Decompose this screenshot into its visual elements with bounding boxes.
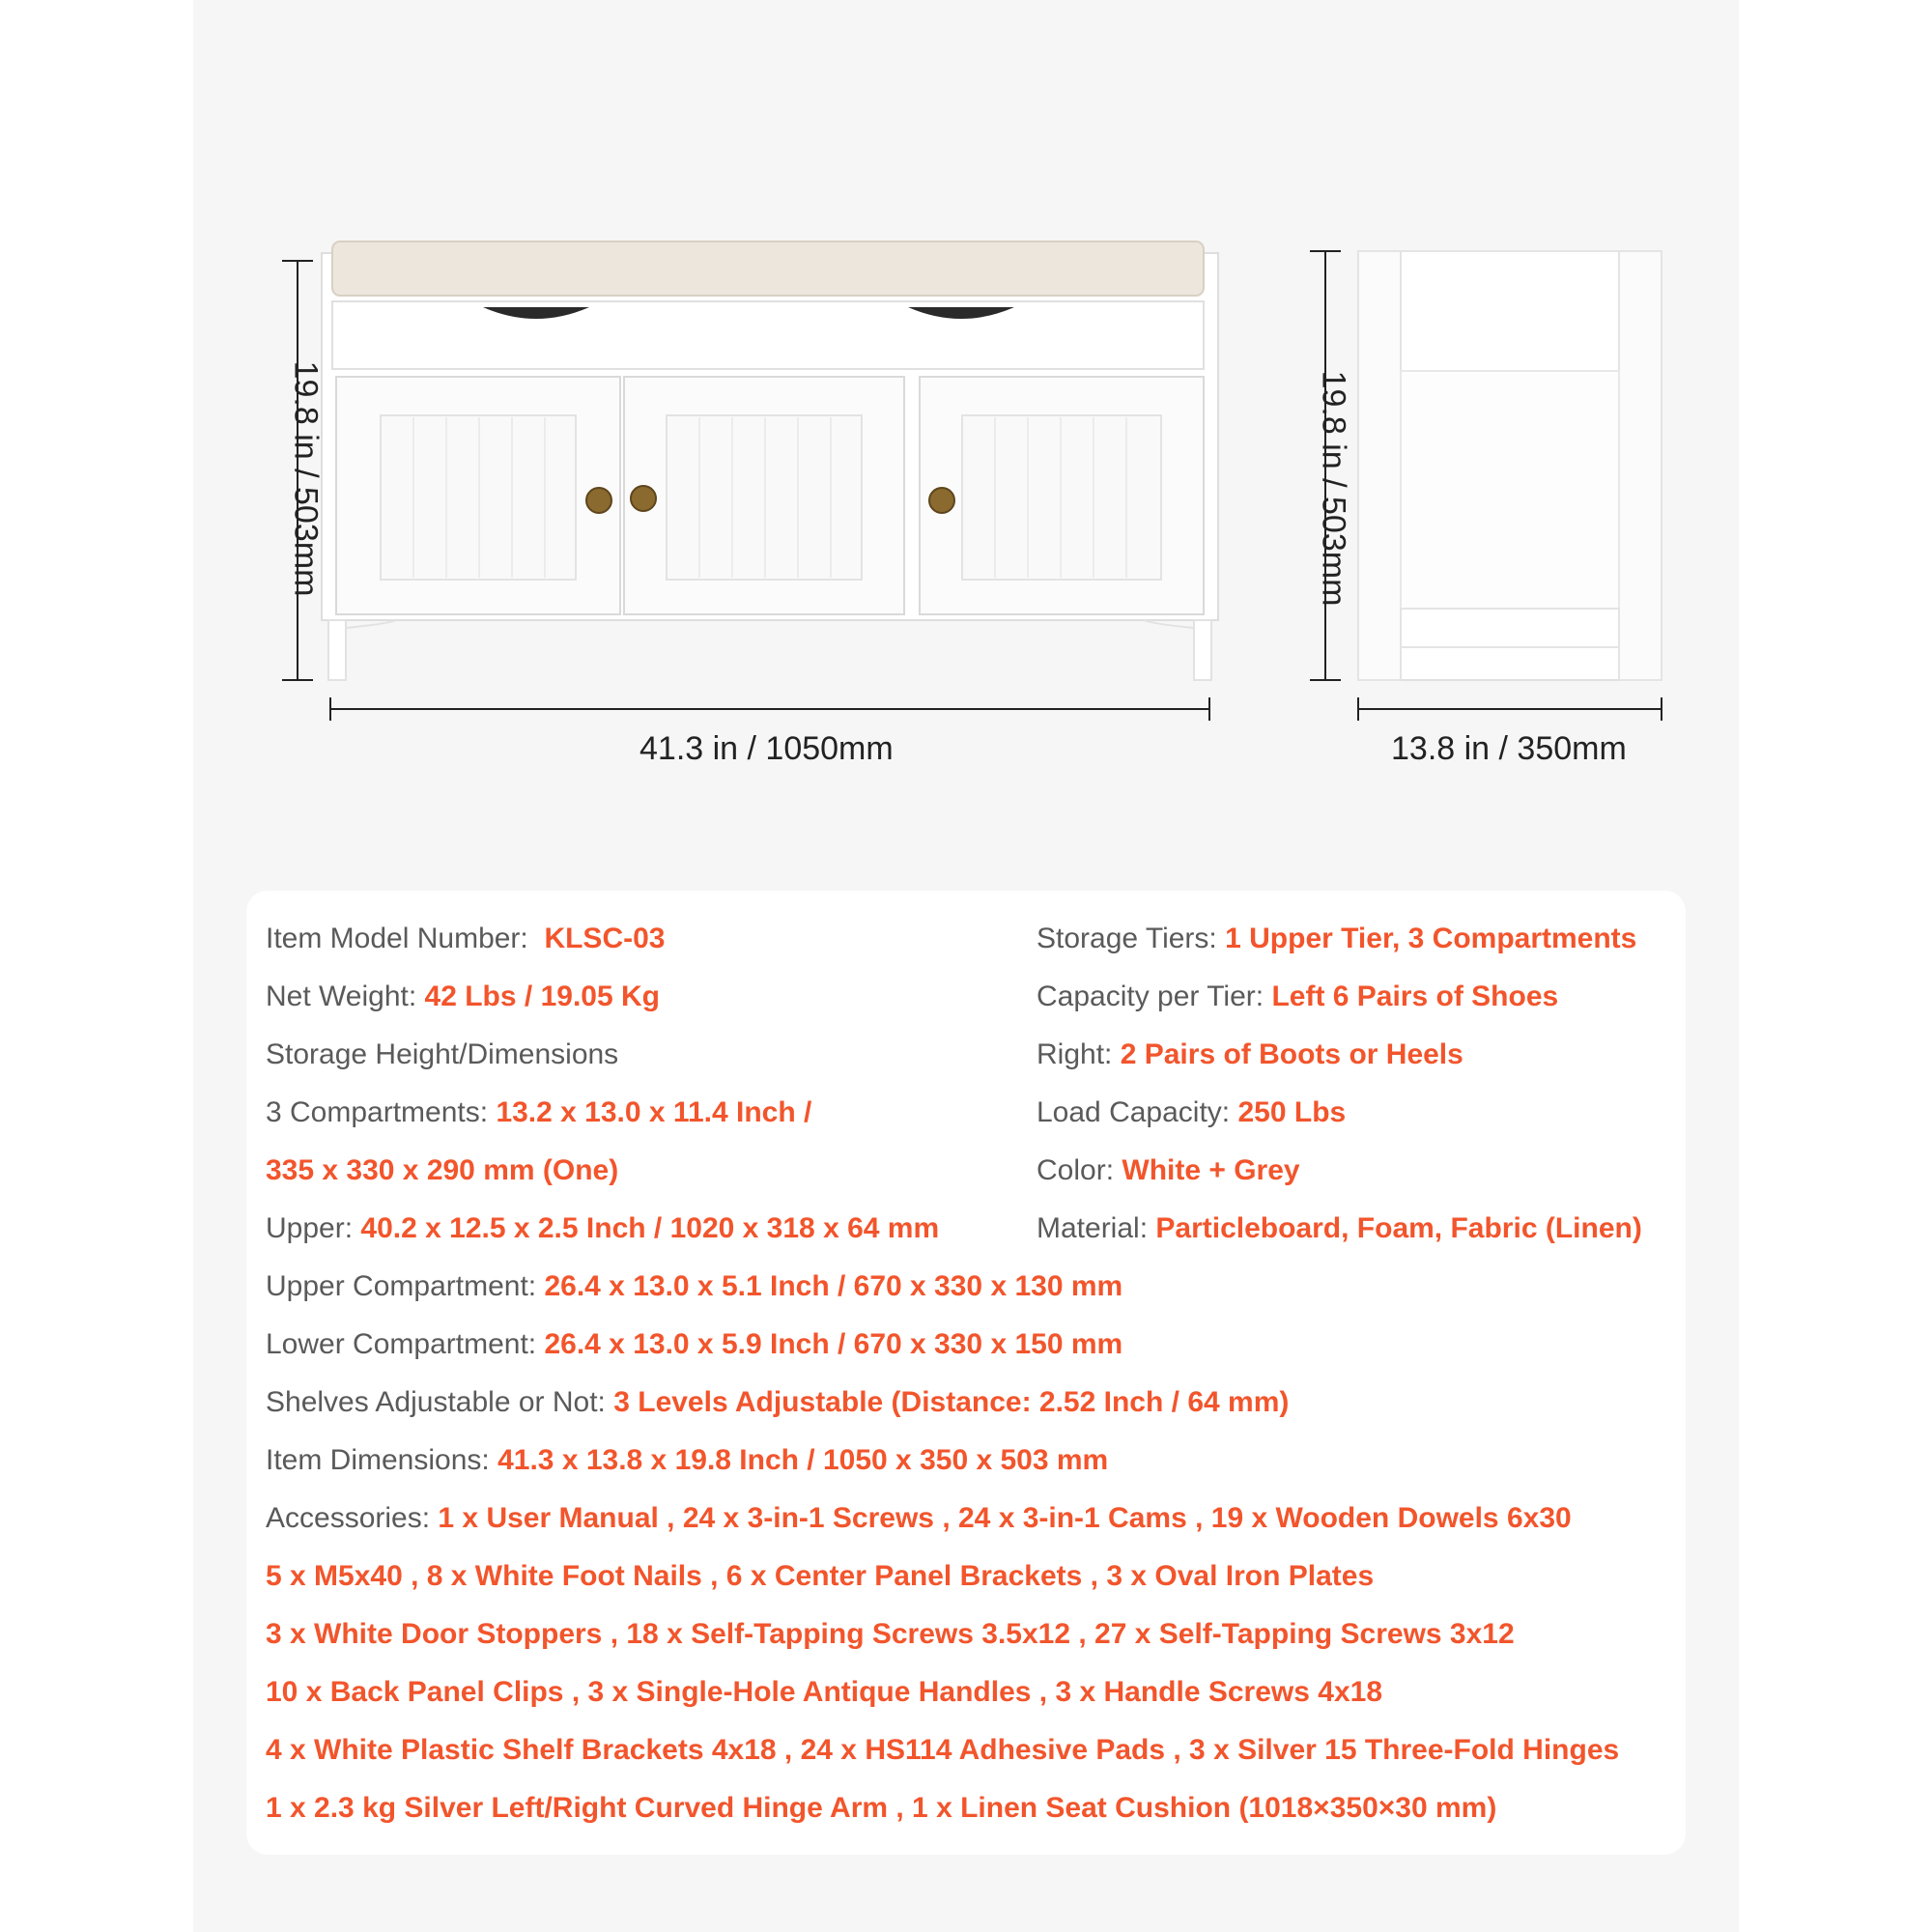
spec-accessories-line — [266, 1615, 1515, 1654]
door-knob — [929, 488, 954, 513]
spec-value: 4 x White Plastic Shelf Brackets 4x18 , 24 x HS114 Adhesive Pads , 3 x Silver 15 Three-Fold Hinges — [266, 1734, 1620, 1766]
bench-diagram — [193, 0, 1739, 850]
spec-label: Item Model Number: — [266, 923, 528, 954]
spec-accessories-line — [266, 1731, 1619, 1770]
spec-value: 42 Lbs / 19.05 Kg — [424, 980, 660, 1012]
spec-value: Particleboard, Foam, Fabric (Linen) — [1155, 1212, 1642, 1244]
spec-accessories — [266, 1499, 1572, 1538]
spec-value: 10 x Back Panel Clips , 3 x Single-Hole Antique Handles , 3 x Handle Screws 4x18 — [266, 1676, 1383, 1708]
spec-material — [1037, 1209, 1642, 1248]
spec-compartments-metric — [266, 1151, 618, 1190]
spec-shelves — [266, 1383, 1289, 1422]
front-width-label: 41.3 in / 1050mm — [639, 730, 894, 767]
spec-value: 40.2 x 12.5 x 2.5 Inch / 1020 x 318 x 64 mm — [360, 1212, 940, 1244]
spec-value: 250 Lbs — [1237, 1096, 1347, 1128]
spec-value: 2 Pairs of Boots or Heels — [1120, 1038, 1463, 1070]
spec-load — [1037, 1094, 1346, 1132]
spec-value: 26.4 x 13.0 x 5.1 Inch / 670 x 330 x 130 mm — [544, 1270, 1123, 1302]
spec-value: 1 x 2.3 kg Silver Left/Right Curved Hinge Arm , 1 x Linen Seat Cushion (1018×350×30 mm) — [266, 1792, 1497, 1824]
spec-label: Shelves Adjustable or Not: — [266, 1386, 606, 1418]
door-knob — [631, 486, 656, 511]
dimension-drawings — [193, 0, 1739, 850]
spec-value: 41.3 x 13.8 x 19.8 Inch / 1050 x 350 x 503 mm — [497, 1444, 1109, 1476]
spec-value: 3 Levels Adjustable (Distance: 2.52 Inch / 64 mm) — [613, 1386, 1290, 1418]
spec-value: 5 x M5x40 , 8 x White Foot Nails , 6 x Center Panel Brackets , 3 x Oval Iron Plates — [266, 1560, 1375, 1592]
spec-card — [246, 891, 1686, 1855]
spec-capacity-right — [1037, 1036, 1463, 1074]
spec-accessories-line — [266, 1789, 1496, 1828]
spec-value: 1 x User Manual , 24 x 3-in-1 Screws , 24 x 3-in-1 Cams , 19 x Wooden Dowels 6x30 — [438, 1502, 1572, 1534]
spec-label: 3 Compartments: — [266, 1096, 489, 1128]
spec-item-dimensions — [266, 1441, 1108, 1480]
spec-label: Item Dimensions: — [266, 1444, 490, 1476]
spec-value: 26.4 x 13.0 x 5.9 Inch / 670 x 330 x 150 mm — [544, 1328, 1123, 1360]
product-infographic — [193, 0, 1739, 1932]
front-height-label: 19.8 in / 503mm — [287, 360, 325, 597]
spec-compartments — [266, 1094, 811, 1132]
spec-label: Load Capacity: — [1037, 1096, 1231, 1128]
spec-label: Right: — [1037, 1038, 1113, 1070]
cabinet-doors — [336, 377, 1204, 614]
spec-value: 3 x White Door Stoppers , 18 x Self-Tapping Screws 3.5x12 , 27 x Self-Tapping Screws 3x12 — [266, 1618, 1515, 1650]
spec-value: 1 Upper Tier, 3 Compartments — [1225, 923, 1637, 954]
spec-label: Storage Height/Dimensions — [266, 1038, 619, 1070]
spec-storage-heading — [266, 1036, 618, 1074]
spec-lower-compartment — [266, 1325, 1122, 1364]
spec-capacity-left — [1037, 978, 1558, 1016]
spec-weight — [266, 978, 660, 1016]
spec-label: Color: — [1037, 1154, 1115, 1186]
spec-upper — [266, 1209, 939, 1248]
spec-value: KLSC-03 — [544, 923, 666, 954]
spec-label: Lower Compartment: — [266, 1328, 537, 1360]
spec-accessories-line — [266, 1673, 1382, 1712]
spec-label: Upper: — [266, 1212, 354, 1244]
side-height-label: 19.8 in / 503mm — [1315, 370, 1352, 607]
spec-upper-compartment — [266, 1267, 1122, 1306]
front-view — [282, 242, 1218, 721]
spec-storage-tiers — [1037, 920, 1636, 958]
spec-label: Capacity per Tier: — [1037, 980, 1264, 1012]
side-view — [1310, 251, 1662, 721]
seat-cushion — [332, 242, 1204, 296]
spec-label: Storage Tiers: — [1037, 923, 1217, 954]
spec-label: Net Weight: — [266, 980, 417, 1012]
spec-value: 13.2 x 13.0 x 11.4 Inch / — [496, 1096, 812, 1128]
spec-value: White + Grey — [1122, 1154, 1300, 1186]
door-knob — [586, 488, 611, 513]
spec-model — [266, 920, 665, 958]
spec-label: Accessories: — [266, 1502, 431, 1534]
side-depth-label: 13.8 in / 350mm — [1391, 730, 1627, 767]
spec-label: Upper Compartment: — [266, 1270, 537, 1302]
spec-color — [1037, 1151, 1300, 1190]
spec-value: Left 6 Pairs of Shoes — [1271, 980, 1559, 1012]
spec-label: Material: — [1037, 1212, 1149, 1244]
spec-value: 335 x 330 x 290 mm (One) — [266, 1154, 619, 1186]
spec-accessories-line — [266, 1557, 1374, 1596]
